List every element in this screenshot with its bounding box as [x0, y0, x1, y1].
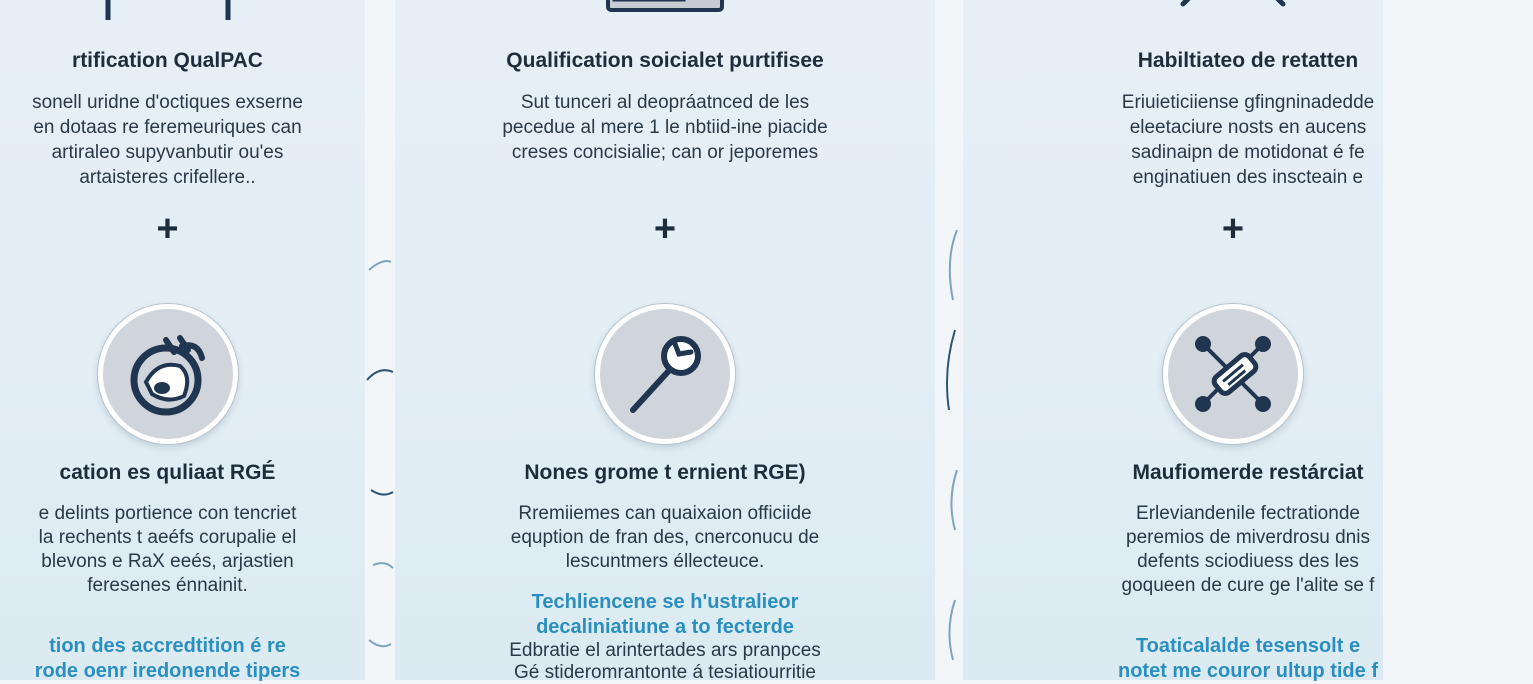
card-qualification — [395, 0, 935, 683]
card-accent-text: Techliencene se h'ustralieor decaliniatiune a to fecterde — [531, 591, 799, 638]
card-accent-text: Toaticalalde tesensolt e notet me couror ultup tide f — [1118, 635, 1378, 682]
card-qualpac — [0, 0, 365, 680]
card-description: Sut tunceri al deopráatnced de les pecedue al mere 1 le nbtiid-ine piacide creses concisialie; can or jeporemes — [502, 92, 828, 163]
card-accent-text: tion des accredtition é re rode oenr iredonende tipers — [34, 635, 301, 682]
plus-icon: + — [156, 208, 179, 250]
card-subdescription: Rremiiemes can quaixaion officiide equption de fran des, cnerconucu de lescuntmers éllecteuce. — [510, 503, 820, 572]
monitor-icon — [600, 0, 730, 22]
antenna-icon — [1173, 0, 1293, 24]
card-title: Qualification soicialet purtifisee — [506, 49, 824, 72]
card-subtitle: Nones grome t ernient RGE) — [524, 461, 806, 484]
card-footnote: Edbratie el arintertades ars pranpces Gé stideromrantonte á tesiatiourritie — [509, 640, 821, 683]
card-description: sonell uridne d'octiques exserne en dotaas re feremeuriques can artiraleo supyvanbutir ou'es artaisteres crifellere.. — [32, 92, 303, 188]
certificate-badge-icon — [98, 304, 238, 444]
card-subtitle: cation es quliaat RGÉ — [59, 461, 276, 484]
gutter-decoration-left — [365, 0, 395, 680]
card-title: rtification QualPAC — [72, 49, 263, 72]
card-subdescription: Erleviandenile fectrationde peremios de miverdrosu dnis defents sciodiuess des les goqueen de cure ge l'alite se f — [1121, 503, 1375, 596]
tools-network-icon — [1163, 304, 1303, 444]
building-icon — [98, 0, 238, 22]
wrench-icon — [595, 304, 735, 444]
card-title: Habiltiateo de retatten — [1137, 49, 1359, 72]
card-subtitle: Maufiomerde restárciat — [1132, 461, 1364, 484]
plus-icon: + — [653, 208, 677, 250]
gutter-decoration-right — [935, 0, 963, 680]
card-subdescription: e delints portience con tencriet la rechents t aeéfs corupalie el blevons e RaX eeés, arjastien feresenes énnainit. — [38, 503, 297, 596]
plus-icon: + — [1221, 208, 1245, 250]
card-habilitation — [963, 0, 1383, 680]
card-description: Eriuieticiiense gfingninadedde eleetaciure nosts en aucens sadinaipn de motidonat é fe enginatiuen des inscteain e — [1121, 92, 1375, 188]
